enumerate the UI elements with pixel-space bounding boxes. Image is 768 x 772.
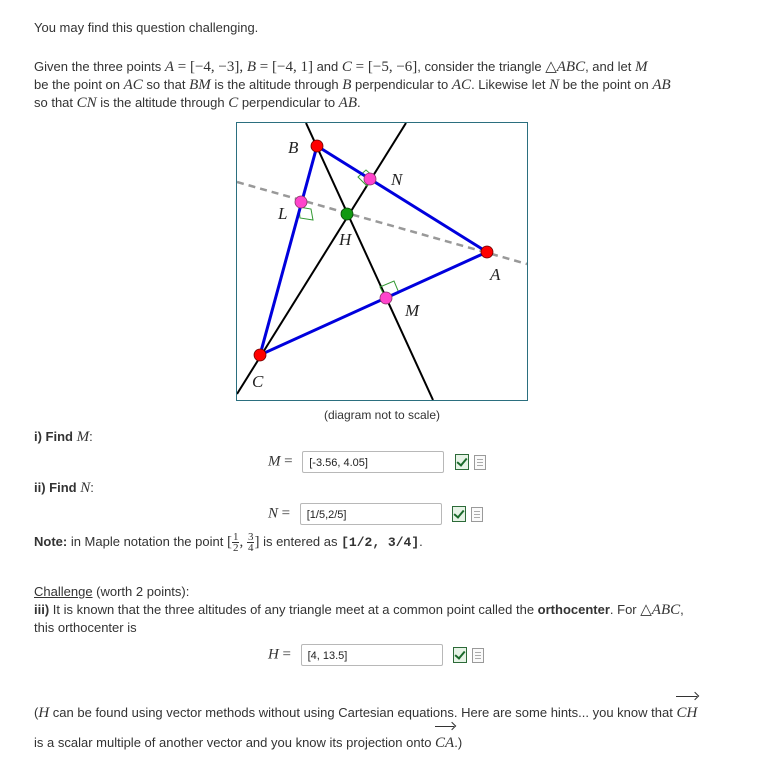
foot-n	[364, 173, 376, 185]
orthocenter-h	[341, 208, 353, 220]
ab-var: AB	[652, 77, 671, 93]
given-text: , consider the triangle	[417, 59, 546, 74]
ab-var: AB	[338, 95, 357, 111]
given-text: so that	[142, 77, 190, 92]
answer-row-h: H = [4, 13.5]	[268, 644, 484, 666]
triangle-name: △ABC	[545, 59, 586, 75]
maple-code: [1/2, 3/4]	[341, 534, 420, 550]
preview-doc-icon[interactable]	[472, 648, 484, 663]
vertex-b	[311, 140, 323, 152]
orthocenter-term: orthocenter	[537, 602, 610, 617]
n-var: N	[80, 480, 91, 496]
point-c-name: C	[341, 59, 352, 75]
answer-row-n: N = [1/5,2/5]	[268, 503, 483, 525]
vertex-c	[254, 349, 266, 361]
maple-note: Note: in Maple notation the point [ $\frac{1}{2}$ , $\frac{3}{4}$ ] is entered as [1/2, 3/4].	[34, 531, 423, 554]
given-text: , and let	[585, 59, 635, 74]
point-b-value: [−4, 1]	[272, 59, 313, 75]
foot-l	[295, 196, 307, 208]
answer-row-m: M = [-3.56, 4.05]	[268, 451, 486, 473]
question-1-label: i) Find M:	[34, 429, 93, 445]
given-text: be the point on	[34, 77, 124, 92]
question-2-label: ii) Find N:	[34, 480, 94, 496]
check-answer-icon[interactable]	[452, 506, 466, 522]
h-var: H	[38, 705, 50, 721]
answer-m-input[interactable]: [-3.56, 4.05]	[302, 451, 444, 473]
given-text: perpendicular to	[351, 77, 452, 92]
label-a: A	[490, 265, 501, 284]
bm-var: BM	[189, 77, 211, 93]
point-b-name: B	[246, 59, 257, 75]
fraction-half: $\frac{1}{2}$	[232, 531, 239, 554]
problem-statement: Given the three points A = [−4, −3], B = [−4, 1] and C = [−5, −6], consider the triangle △ABC, and let M be the point on AC so that BM is the altitude through B perpendicular to AC. Likewise let N be the point on AB so that CN is the altitude through C perpendicular to AB.	[34, 59, 671, 111]
check-answer-icon[interactable]	[455, 454, 469, 470]
foot-m	[380, 292, 392, 304]
c-var: C	[228, 95, 239, 111]
fraction-three-quarters: $\frac{3}{4}$	[247, 531, 254, 554]
m-lhs: M	[268, 453, 281, 470]
label-h: H	[339, 230, 352, 249]
point-c-value: [−5, −6]	[367, 59, 418, 75]
vector-ca: CA	[435, 729, 454, 758]
diagram-svg	[237, 123, 527, 400]
challenge-title: Challenge	[34, 584, 93, 599]
given-text: . Likewise let	[471, 77, 550, 92]
h-lhs: H	[268, 646, 279, 663]
answer-h-input[interactable]: [4, 13.5]	[301, 644, 443, 666]
preview-doc-icon[interactable]	[474, 455, 486, 470]
check-answer-icon[interactable]	[453, 647, 467, 663]
label-c: C	[252, 372, 264, 391]
diagram-caption: (diagram not to scale)	[323, 408, 441, 422]
hint-text: (H can be found using vector methods without using Cartesian equations. Here are some hints... you know that CH is a scalar multiple of another vector and you know its projection onto CA.)	[34, 698, 744, 758]
given-text: so that	[34, 95, 77, 110]
triangle-name: △ABC	[640, 602, 681, 618]
intro-text: You may find this question challenging.	[34, 20, 259, 35]
m-var: M	[634, 59, 648, 75]
n-var: N	[549, 77, 560, 93]
given-text: perpendicular to	[238, 95, 339, 110]
triangle-diagram	[236, 122, 528, 401]
n-lhs: N	[268, 505, 279, 522]
challenge-section: Challenge (worth 2 points): iii) It is known that the three altitudes of any triangle meet at a common point called the orthocenter. For △ABC, this orthocenter is	[34, 584, 684, 635]
answer-n-input[interactable]: [1/5,2/5]	[300, 503, 442, 525]
label-n: N	[391, 170, 403, 189]
vector-ch: CH	[676, 699, 697, 728]
m-var: M	[76, 429, 90, 445]
given-text: is the altitude through	[210, 77, 343, 92]
label-m: M	[405, 301, 420, 320]
cn-var: CN	[76, 95, 97, 111]
vertex-a	[481, 246, 493, 258]
point-a-name: A	[164, 59, 174, 75]
preview-doc-icon[interactable]	[471, 507, 483, 522]
given-text: is the altitude through	[96, 95, 229, 110]
given-text: Given the three points	[34, 59, 165, 74]
ac-var: AC	[123, 77, 143, 93]
point-a-value: [−4, −3]	[189, 59, 240, 75]
label-l: L	[278, 204, 288, 223]
b-var: B	[342, 77, 352, 93]
label-b: B	[288, 138, 299, 157]
altitude-from-b	[306, 123, 433, 400]
given-text: .	[356, 95, 361, 110]
given-text: be the point on	[559, 77, 653, 92]
ac-var: AC	[451, 77, 472, 93]
